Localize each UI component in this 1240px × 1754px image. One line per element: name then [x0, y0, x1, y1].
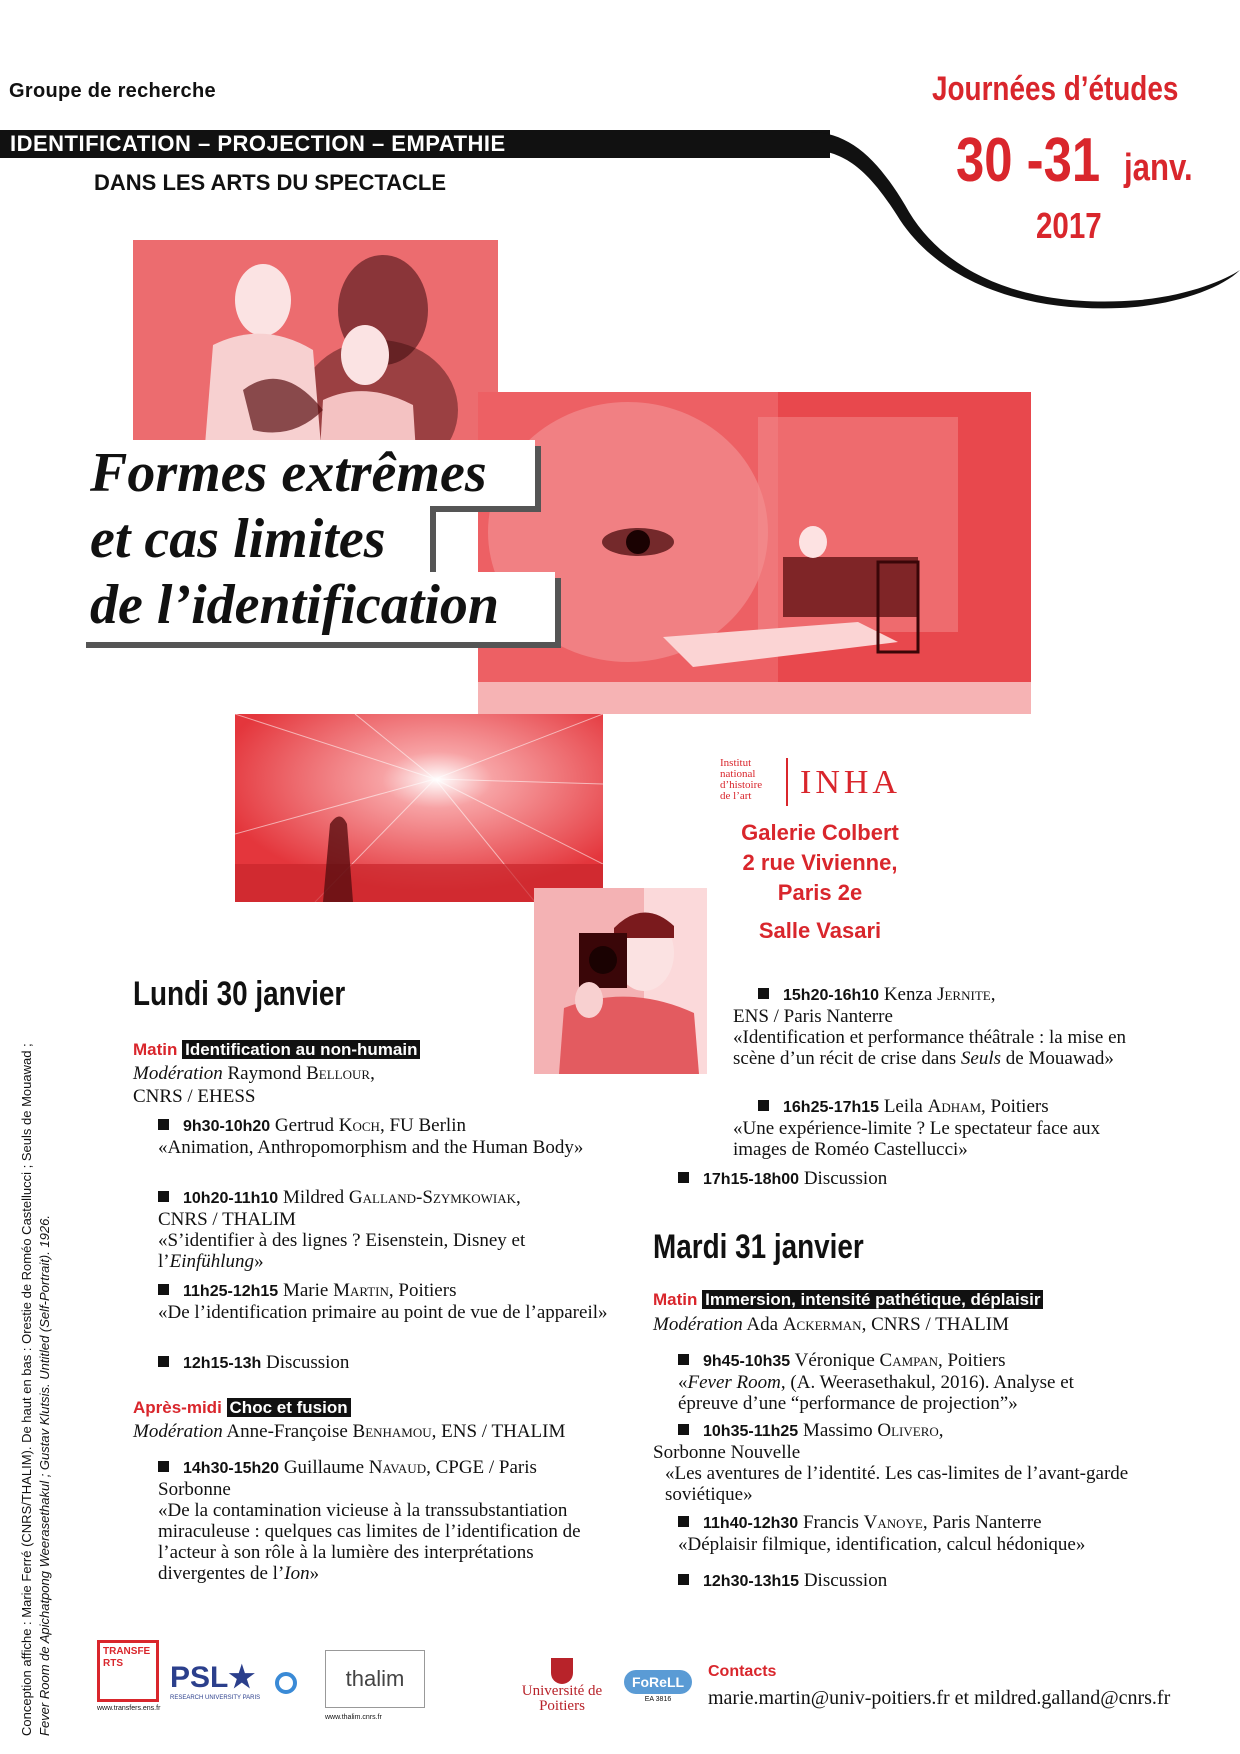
- circle-logo-icon: [275, 1672, 297, 1694]
- day2-morning-session: [653, 1290, 1043, 1310]
- seuls-photo: [478, 392, 1031, 714]
- day1-morning-title: Identification au non-humain: [182, 1040, 420, 1059]
- day1-heading: Lundi 30 janvier: [133, 975, 346, 1013]
- klutsis-photo: [534, 888, 707, 1074]
- event-month: janv.: [1124, 147, 1193, 189]
- fever-room-photo: [235, 714, 603, 902]
- talk-galland: 10h20-11h10 Mildred Galland-Szymkowiak, CNRS / THALIM «S’identifier à des lignes ? Eisenstein, Disney et l’Einfühlung»: [158, 1187, 526, 1272]
- day1-morning-discussion: 12h15-13h Discussion: [158, 1352, 618, 1374]
- day1-afternoon-label: Après-midi: [133, 1398, 222, 1417]
- venue-line-4: Salle Vasari: [758, 918, 882, 943]
- psl-logo: PSL★ RESEARCH UNIVERSITY PARIS: [170, 1661, 261, 1701]
- crest-icon: [551, 1658, 573, 1684]
- group-subtitle: DANS LES ARTS DU SPECTACLE: [94, 170, 447, 195]
- contacts-emails[interactable]: marie.martin@univ-poitiers.fr et mildred.galland@cnrs.fr: [708, 1687, 1171, 1709]
- day2-moderation: Modération Ada Ackerman, CNRS / THALIM: [653, 1314, 1010, 1335]
- talk-jernite: 15h20-16h10 Kenza Jernite, ENS / Paris Nanterre «Identification et performance théâtrale : la mise en scène d’un récit de crise dans Seuls de Mouawad»: [733, 984, 1127, 1069]
- title-line-1-box: [80, 440, 535, 506]
- day1-morning-label: Matin: [133, 1040, 178, 1059]
- talk-navaud: 14h30-15h20 Guillaume Navaud, CPGE / Paris Sorbonne «De la contamination vicieuse à la transsubstantiation miraculeuse : quelques cas limites de l’identification de l’acteur à son rôle à la lumière des interprétations divergentes de l’Ion»: [158, 1457, 581, 1584]
- title-line-3-box: [80, 572, 555, 642]
- star-icon: ★: [228, 1661, 256, 1694]
- inha-wordmark: INHA: [800, 764, 901, 801]
- event-year: 2017: [1036, 205, 1102, 246]
- day1-afternoon-moderation: Modération Anne-Françoise Benhamou, ENS / THALIM: [133, 1421, 566, 1442]
- talk-campan: 9h45-10h35 Véronique Campan, Poitiers «Fever Room, (A. Weerasethakul, 2016). Analyse et épreuve d’une “performance de projection”»: [678, 1350, 1074, 1414]
- group-name: IDENTIFICATION – PROJECTION – EMPATHIE: [10, 131, 506, 156]
- talk-adham: 16h25-17h15 Leila Adham, Poitiers «Une expérience-limite ? Le spectateur face aux images de Roméo Castellucci»: [733, 1096, 1101, 1160]
- talk-koch: 9h30-10h20 Gertrud Koch, FU Berlin «Animation, Anthropomorphism and the Human Body»: [158, 1115, 584, 1158]
- day1-afternoon-title: Choc et fusion: [227, 1398, 351, 1417]
- title-line-2-box: [80, 506, 430, 572]
- day2-morning-label: Matin: [653, 1290, 698, 1309]
- talk-martin: 11h25-12h15 Marie Martin, Poitiers «De l’identification primaire au point de vue de l’appareil»: [158, 1280, 608, 1323]
- thalim-logo: thalim www.thalim.cnrs.fr: [325, 1650, 495, 1730]
- transfers-logo: TRANSFERTS www.transfers.ens.fr: [97, 1640, 167, 1730]
- day1-afternoon-session: [133, 1398, 351, 1418]
- venue-line-1: Galerie Colbert: [741, 820, 899, 845]
- venue-line-2: 2 rue Vivienne,: [742, 850, 898, 875]
- inha-sub-2: national: [720, 768, 756, 780]
- day2-discussion: 12h30-13h15 Discussion: [678, 1570, 1098, 1592]
- photo-credits: Conception affiche : Marie Ferré (CNRS/THALIM). De haut en bas : Orestie de Roméo Castellucci ; Seuls de Mouawad ; Fever Room de Apichatpong Weerasethakul ; Gustav Klutsis. Untitled (Self-Portrait). 1926.: [19, 1043, 52, 1736]
- inha-sub-4: de l’art: [720, 790, 752, 802]
- talk-olivero: 10h35-11h25 Massimo Olivero, Sorbonne Nouvelle «Les aventures de l’identité. Les cas-limites de l’avant-garde soviétique»: [653, 1420, 1129, 1505]
- venue-address: [710, 818, 930, 946]
- day1-morning-session: [133, 1040, 420, 1060]
- day2-morning-title: Immersion, intensité pathétique, déplaisir: [702, 1290, 1043, 1309]
- contacts-label: Contacts: [708, 1663, 777, 1680]
- title-line-3: de l’identification: [90, 574, 500, 636]
- inha-sub-1: Institut: [720, 757, 752, 769]
- title-line-1: Formes extrêmes: [90, 442, 487, 504]
- event-kind: Journées d’études: [932, 70, 1179, 108]
- day2-heading: Mardi 31 janvier: [653, 1228, 864, 1266]
- forell-logo: FoReLL EA 3816: [618, 1670, 698, 1703]
- inha-sub-3: d’histoire: [720, 779, 763, 791]
- universite-poitiers-logo: Université de Poitiers: [517, 1658, 607, 1714]
- talk-vanoye: 11h40-12h30 Francis Vanoye, Paris Nanterre «Déplaisir filmique, identification, calcul hédonique»: [678, 1512, 1086, 1555]
- group-label: Groupe de recherche: [9, 80, 216, 102]
- inha-logo: [720, 758, 920, 808]
- venue-line-3: Paris 2e: [777, 880, 863, 905]
- title-line-2: et cas limites: [90, 508, 386, 570]
- day1-morning-moderation: Modération Raymond Bellour, CNRS / EHESS: [133, 1063, 375, 1107]
- event-dates: 30 -31: [956, 126, 1101, 195]
- day1-afternoon-discussion: 17h15-18h00 Discussion: [678, 1168, 1098, 1190]
